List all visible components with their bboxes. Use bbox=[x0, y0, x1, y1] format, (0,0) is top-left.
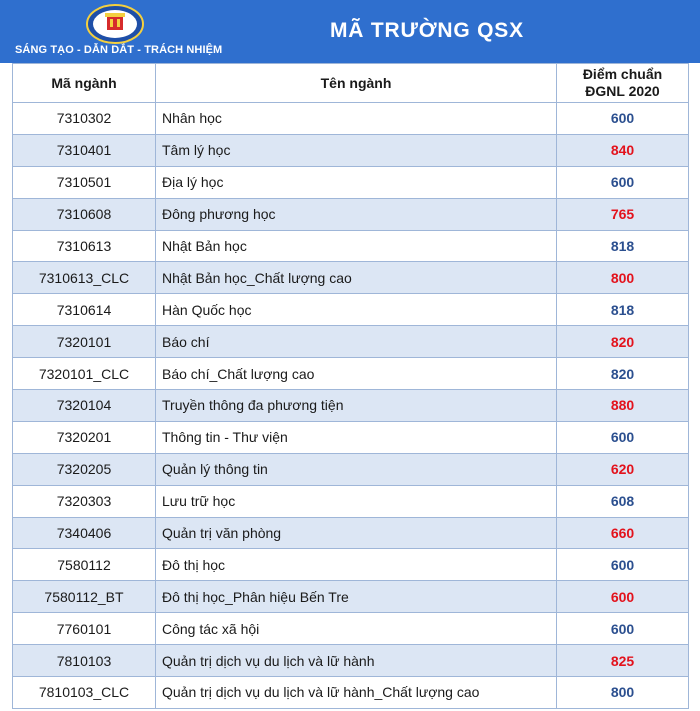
header-score-line2: ĐGNL 2020 bbox=[585, 83, 660, 99]
major-code: 7320101_CLC bbox=[13, 358, 156, 390]
table-row bbox=[13, 103, 689, 135]
university-logo bbox=[86, 4, 144, 44]
table-row bbox=[13, 326, 689, 358]
table-row bbox=[13, 453, 689, 485]
benchmark-score: 765 bbox=[557, 198, 689, 230]
benchmark-score: 608 bbox=[557, 485, 689, 517]
benchmark-score: 880 bbox=[557, 390, 689, 422]
table-header-row bbox=[13, 64, 689, 103]
major-name: Quản trị văn phòng bbox=[156, 517, 557, 549]
benchmark-score: 800 bbox=[557, 262, 689, 294]
major-code: 7310613 bbox=[13, 230, 156, 262]
major-name: Địa lý học bbox=[156, 166, 557, 198]
table-body bbox=[13, 103, 689, 709]
major-name: Đông phương học bbox=[156, 198, 557, 230]
major-code: 7810103 bbox=[13, 645, 156, 677]
major-name: Quản trị dịch vụ du lịch và lữ hành bbox=[156, 645, 557, 677]
benchmark-score: 840 bbox=[557, 134, 689, 166]
major-code: 7580112 bbox=[13, 549, 156, 581]
page-title: MÃ TRƯỜNG QSX bbox=[330, 19, 524, 42]
slogan: SÁNG TẠO - DẪN DẮT - TRÁCH NHIỆM bbox=[15, 44, 223, 56]
header-banner bbox=[0, 0, 700, 63]
benchmark-score: 600 bbox=[557, 421, 689, 453]
major-name: Nhật Bản học_Chất lượng cao bbox=[156, 262, 557, 294]
major-name: Hàn Quốc học bbox=[156, 294, 557, 326]
header-score-line1: Điểm chuẩn bbox=[582, 66, 663, 82]
table-row bbox=[13, 677, 689, 709]
table-row bbox=[13, 358, 689, 390]
table-row bbox=[13, 517, 689, 549]
major-name: Lưu trữ học bbox=[156, 485, 557, 517]
table-row bbox=[13, 581, 689, 613]
table-row bbox=[13, 262, 689, 294]
major-name: Quản trị dịch vụ du lịch và lữ hành_Chất lượng cao bbox=[156, 677, 557, 709]
header-name: Tên ngành bbox=[156, 64, 557, 103]
major-code: 7320101 bbox=[13, 326, 156, 358]
major-name: Đô thị học_Phân hiệu Bến Tre bbox=[156, 581, 557, 613]
major-code: 7320303 bbox=[13, 485, 156, 517]
major-name: Truyền thông đa phương tiện bbox=[156, 390, 557, 422]
benchmark-score: 660 bbox=[557, 517, 689, 549]
table-row bbox=[13, 549, 689, 581]
major-name: Đô thị học bbox=[156, 549, 557, 581]
major-code: 7580112_BT bbox=[13, 581, 156, 613]
major-name: Nhân học bbox=[156, 103, 557, 135]
major-code: 7340406 bbox=[13, 517, 156, 549]
benchmark-score: 600 bbox=[557, 581, 689, 613]
table-row bbox=[13, 294, 689, 326]
benchmark-score: 818 bbox=[557, 294, 689, 326]
benchmark-score: 600 bbox=[557, 103, 689, 135]
major-name: Tâm lý học bbox=[156, 134, 557, 166]
table-row bbox=[13, 613, 689, 645]
table-row bbox=[13, 166, 689, 198]
table-row bbox=[13, 645, 689, 677]
major-code: 7310302 bbox=[13, 103, 156, 135]
major-code: 7810103_CLC bbox=[13, 677, 156, 709]
header-score bbox=[557, 64, 689, 103]
admission-table bbox=[12, 63, 689, 709]
benchmark-score: 600 bbox=[557, 613, 689, 645]
benchmark-score: 620 bbox=[557, 453, 689, 485]
major-code: 7310614 bbox=[13, 294, 156, 326]
major-code: 7320205 bbox=[13, 453, 156, 485]
benchmark-score: 825 bbox=[557, 645, 689, 677]
table-row bbox=[13, 134, 689, 166]
benchmark-score: 600 bbox=[557, 549, 689, 581]
header-code: Mã ngành bbox=[13, 64, 156, 103]
major-code: 7310401 bbox=[13, 134, 156, 166]
benchmark-score: 820 bbox=[557, 326, 689, 358]
table-row bbox=[13, 485, 689, 517]
major-name: Báo chí_Chất lượng cao bbox=[156, 358, 557, 390]
table-row bbox=[13, 198, 689, 230]
table-row bbox=[13, 230, 689, 262]
major-name: Nhật Bản học bbox=[156, 230, 557, 262]
table-row bbox=[13, 390, 689, 422]
benchmark-score: 818 bbox=[557, 230, 689, 262]
major-code: 7320201 bbox=[13, 421, 156, 453]
major-name: Công tác xã hội bbox=[156, 613, 557, 645]
major-code: 7320104 bbox=[13, 390, 156, 422]
major-name: Báo chí bbox=[156, 326, 557, 358]
table-row bbox=[13, 421, 689, 453]
major-code: 7310608 bbox=[13, 198, 156, 230]
major-name: Quản lý thông tin bbox=[156, 453, 557, 485]
major-code: 7760101 bbox=[13, 613, 156, 645]
major-code: 7310501 bbox=[13, 166, 156, 198]
major-code: 7310613_CLC bbox=[13, 262, 156, 294]
benchmark-score: 600 bbox=[557, 166, 689, 198]
benchmark-score: 820 bbox=[557, 358, 689, 390]
benchmark-score: 800 bbox=[557, 677, 689, 709]
major-name: Thông tin - Thư viện bbox=[156, 421, 557, 453]
